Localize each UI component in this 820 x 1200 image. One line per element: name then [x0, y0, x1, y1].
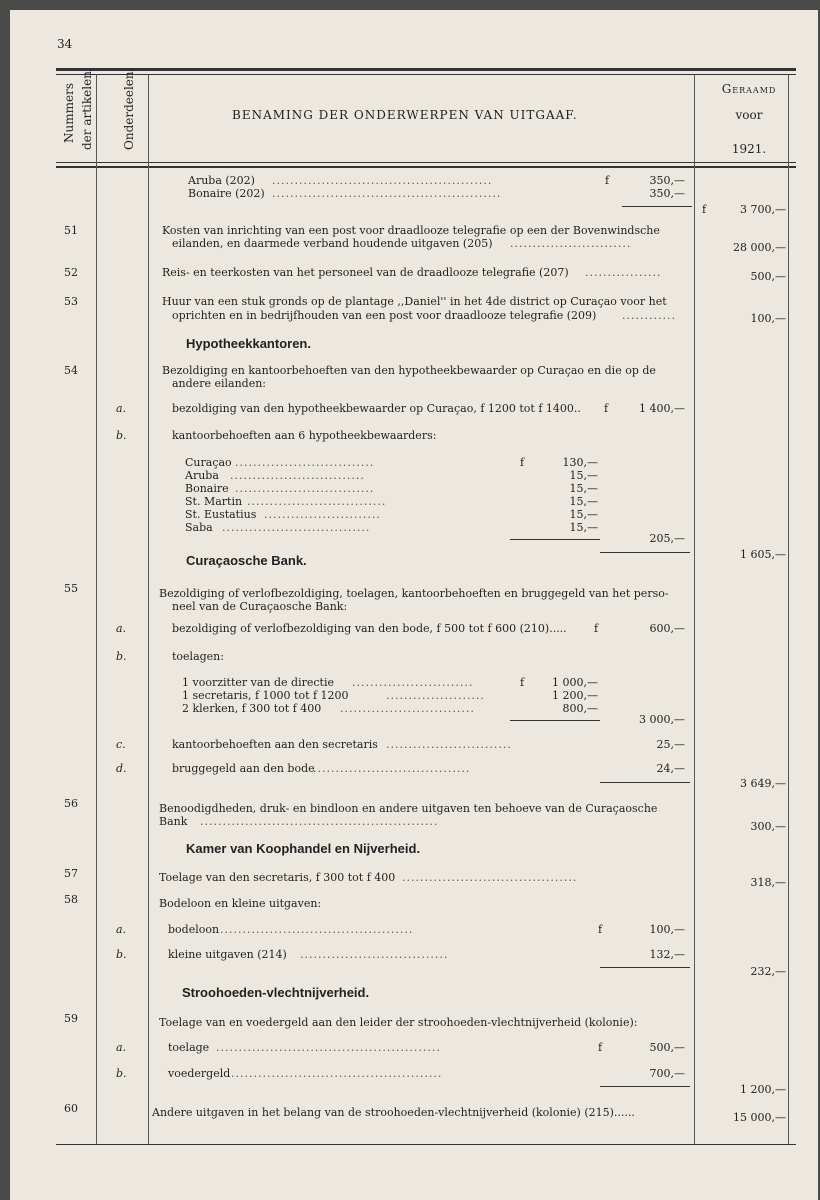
amount: 3 000,— [639, 713, 685, 726]
amount: 15,— [569, 482, 598, 495]
amount: 205,— [649, 532, 685, 545]
entry-text: Bank [159, 815, 188, 828]
amount: 25,— [656, 738, 685, 751]
entry-text: toelagen: [172, 650, 224, 663]
sum-rule [600, 552, 690, 553]
amount: 350,— [649, 187, 685, 200]
article-number: 59 [64, 1012, 78, 1025]
bottom-rule [56, 1144, 796, 1145]
total-amount: 3 649,— [740, 777, 786, 790]
entry-text: bezoldiging of verlofbezoldiging van den bode, f 500 tot f 600 (210)..... [172, 622, 567, 635]
amount: 15,— [569, 469, 598, 482]
entry-text: toelage [168, 1041, 210, 1054]
document-page: 34 Nummers der artikelen. Onderdeelen. BENAMING DER ONDERWERPEN VAN UITGAAF. Geraamd voor 1921. Aruba (202) ................................................. f 350,— Bonaire (202) ................................................... 350,— f 3 700,— 51 Kosten van inrichting van een post voor draadlooze telegrafie op een der Bovenwindsche eilanden, en daarmede verband houdende uitgaven (205) ........................... 28 000,— 52 Reis- en teerkosten van het personeel van de draadlooze telegrafie (207) ................. 500,— 53 Huur van een stuk gronds op de plantage ,,Daniel'' in het 4de district op Curaçao voor het oprichten en in bedrijfhouden van een post voor draadlooze telegrafie (209) ............ 100,— Hypotheekkantoren. 54 Bezoldiging en kantoorbehoeften van den hypotheekbewaarder op Curaçao en die op de andere eilanden: a. bezoldiging van den hypotheekbewaarder op Curaçao, f 1200 tot f 1400.. f 1 400,— b. kantoorbehoeften aan 6 hypotheekbewaarders: Curaçao Aruba Bonaire St. Martin St. Eustatius Saba ............................... .............................. ............................... ............................... .......................... ................................. f 130,— 15,— 15,— 15,— 15,— 15,— 205,— 1 605,— Curaçaosche Bank. 55 Bezoldiging of verlofbezoldiging, toelagen, kantoorbehoeften en bruggegeld van het perso- neel van de Curaçaosche Bank: a. bezoldiging of verlofbezoldiging van den bode, f 500 tot f 600 (210)..... f 600,— b. toelagen: 1 voorzitter van de directie ........................... f 1 000,— 1 secretaris, f 1000 tot f 1200 ...................... 1 200,— 2 klerken, f 300 tot f 400 .............................. 800,— 3 000,— c. kantoorbehoeften aan den secretaris ............................ 25,— d. bruggegeld aan den bode ................................... 24,— 3 649,— 56 Benoodigdheden, druk- en bindloon en andere uitgaven ten behoeve van de Curaçaosche Bank ..................................................... 300,— Kamer van Koophandel en Nijverheid. 57 Toelage van den secretaris, f 300 tot f 400 ....................................... 318,— 58 Bodeloon en kleine uitgaven: a. bodeloon ........................................... f 100,— b. kleine uitgaven (214) ................................. 132,— 232,— Stroohoeden-vlechtnijverheid. 59 Toelage van en voedergeld aan den leider der stroohoeden-vlechtnijverheid (kolonie): a. toelage .................................................. f 500,— b. voedergeld ............................................... 700,— 1 200,— 60 Andere uitgaven in het belang van de stroohoeden-vlechtnijverheid (kolonie) (215)...... 15 000,— [10, 10, 818, 1200]
entry-label: Bonaire (202) [188, 187, 265, 200]
entry-text: bruggegeld aan den bode [172, 762, 315, 775]
total-amount: 300,— [750, 820, 786, 833]
sub-letter: b. [116, 650, 127, 663]
col-divider-1 [96, 74, 97, 1144]
col-header-nummers-2: der artikelen. [80, 67, 94, 150]
entry-text: Bezoldiging en kantoorbehoeften van den hypotheekbewaarder op Curaçao en die op de [162, 364, 656, 377]
col-header-year: 1921. [731, 142, 767, 156]
sub-letter: a. [116, 622, 127, 635]
section-heading: Stroohoeden-vlechtnijverheid. [182, 985, 370, 1000]
top-rule [56, 68, 796, 71]
col-header-voor: voor [735, 108, 763, 122]
article-number: 51 [64, 224, 78, 237]
sub-letter: b. [116, 429, 127, 442]
entry-text: bodeloon [168, 923, 220, 936]
amount: 15,— [569, 508, 598, 521]
amount: 500,— [649, 1041, 685, 1054]
entry-label: Bonaire [185, 482, 229, 495]
amount: 1 400,— [639, 402, 685, 415]
amount: 24,— [656, 762, 685, 775]
article-number: 56 [64, 797, 78, 810]
sum-rule [600, 967, 690, 968]
entry-text: Bezoldiging of verlofbezoldiging, toelagen, kantoorbehoeften en bruggegeld van het perso- [159, 587, 669, 600]
total-amount: 1 200,— [740, 1083, 786, 1096]
entry-label: 1 secretaris, f 1000 tot f 1200 [182, 689, 349, 702]
amount: 15,— [569, 495, 598, 508]
section-heading: Hypotheekkantoren. [186, 336, 311, 351]
sub-letter: a. [116, 923, 127, 936]
amount: 1 000,— [552, 676, 598, 689]
total-amount: 3 700,— [740, 203, 786, 216]
entry-text: Toelage van den secretaris, f 300 tot f 400 [159, 871, 396, 884]
article-number: 60 [64, 1102, 78, 1115]
entry-text: oprichten en in bedrijfhouden van een post voor draadlooze telegrafie (209) [172, 309, 597, 322]
amount: 130,— [562, 456, 598, 469]
amount: 800,— [562, 702, 598, 715]
entry-text: voedergeld [168, 1067, 231, 1080]
entry-text: Reis- en teerkosten van het personeel van de draadlooze telegrafie (207) [162, 266, 569, 279]
sum-rule [510, 720, 600, 721]
article-number: 53 [64, 295, 78, 308]
entry-text: Huur van een stuk gronds op de plantage ,,Daniel'' in het 4de district op Curaçao voor het [162, 295, 667, 308]
entry-label: St. Martin [185, 495, 243, 508]
entry-text: Bodeloon en kleine uitgaven: [159, 897, 322, 910]
header-rule [56, 162, 796, 163]
total-amount: 318,— [750, 876, 786, 889]
section-heading: Curaçaosche Bank. [186, 553, 307, 568]
amount: 700,— [649, 1067, 685, 1080]
article-number: 55 [64, 582, 78, 595]
section-heading: Kamer van Koophandel en Nijverheid. [186, 841, 421, 856]
col-header-onderdeelen: Onderdeelen. [122, 67, 136, 150]
total-amount: 15 000,— [733, 1111, 786, 1124]
sub-letter: c. [116, 738, 126, 751]
col-header-benaming: BENAMING DER ONDERWERPEN VAN UITGAAF. [232, 108, 578, 122]
amount: 132,— [649, 948, 685, 961]
entry-label: Saba [185, 521, 213, 534]
amount: 350,— [649, 174, 685, 187]
entry-label: 1 voorzitter van de directie [182, 676, 334, 689]
sub-letter: b. [116, 1067, 127, 1080]
header-rule-thick [56, 166, 796, 168]
top-rule-thin [56, 74, 796, 75]
sum-rule [510, 539, 600, 540]
sub-letter: a. [116, 402, 127, 415]
col-header-nummers-1: Nummers [62, 83, 76, 143]
article-number: 57 [64, 867, 78, 880]
entry-text: eilanden, en daarmede verband houdende uitgaven (205) [172, 237, 493, 250]
entry-label: Aruba [185, 469, 219, 482]
amount: 600,— [649, 622, 685, 635]
total-amount: 28 000,— [733, 241, 786, 254]
entry-text: neel van de Curaçaosche Bank: [172, 600, 348, 613]
entry-text: Toelage van en voedergeld aan den leider der stroohoeden-vlechtnijverheid (kolonie): [159, 1016, 638, 1029]
col-divider-3 [694, 74, 695, 1144]
col-divider-4 [788, 74, 789, 1144]
sum-rule [600, 1086, 690, 1087]
col-header-geraamd: Geraamd [721, 82, 777, 96]
entry-text: andere eilanden: [172, 377, 266, 390]
sum-rule [600, 782, 690, 783]
total-amount: 232,— [750, 965, 786, 978]
sub-letter: a. [116, 1041, 127, 1054]
article-number: 54 [64, 364, 78, 377]
sub-letter: b. [116, 948, 127, 961]
article-number: 58 [64, 893, 78, 906]
entry-text: Kosten van inrichting van een post voor draadlooze telegrafie op een der Bovenwindsche [162, 224, 660, 237]
amount: 1 200,— [552, 689, 598, 702]
entry-text: kleine uitgaven (214) [168, 948, 287, 961]
entry-label: Aruba (202) [188, 174, 255, 187]
amount: 100,— [649, 923, 685, 936]
sub-letter: d. [116, 762, 127, 775]
entry-text: kantoorbehoeften aan den secretaris [172, 738, 378, 751]
total-amount: 100,— [750, 312, 786, 325]
col-divider-2 [148, 74, 149, 1144]
amount: 15,— [569, 521, 598, 534]
total-amount: 1 605,— [740, 548, 786, 561]
entry-text: Andere uitgaven in het belang van de stroohoeden-vlechtnijverheid (kolonie) (215)...... [152, 1106, 635, 1119]
sum-rule [622, 206, 692, 207]
entry-text: bezoldiging van den hypotheekbewaarder op Curaçao, f 1200 tot f 1400.. [172, 402, 581, 415]
entry-label: St. Eustatius [185, 508, 257, 521]
total-amount: 500,— [750, 270, 786, 283]
page-number: 34 [57, 37, 73, 51]
article-number: 52 [64, 266, 78, 279]
entry-label: Curaçao [185, 456, 232, 469]
entry-text: Benoodigdheden, druk- en bindloon en andere uitgaven ten behoeve van de Curaçaosche [159, 802, 658, 815]
entry-text: kantoorbehoeften aan 6 hypotheekbewaarders: [172, 429, 437, 442]
entry-label: 2 klerken, f 300 tot f 400 [182, 702, 322, 715]
